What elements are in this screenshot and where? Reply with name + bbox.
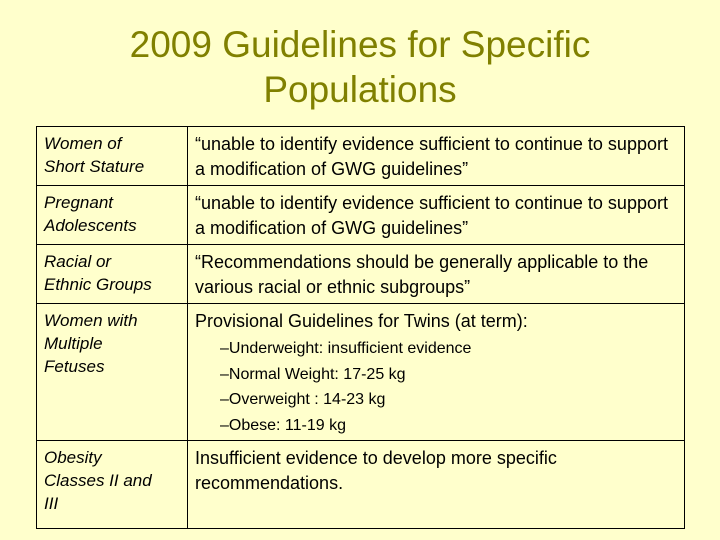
population-cell	[37, 441, 188, 529]
list-item: –Overweight : 14-23 kg	[220, 391, 386, 408]
table-row-racial-ethnic	[37, 245, 685, 304]
population-label-line: Adolescents	[44, 216, 137, 235]
population-label-line: Pregnant	[44, 193, 113, 212]
population-label-line: Women with	[44, 311, 138, 330]
table-row-obesity-classes	[37, 441, 685, 529]
table-row-multiple-fetuses	[37, 304, 685, 441]
recommendation-cell: “unable to identify evidence sufficient to continue to support a modification of GWG guidelines”	[188, 186, 685, 245]
population-cell	[37, 304, 188, 441]
population-label-line: Classes II and	[44, 471, 152, 490]
population-label-line: III	[44, 494, 59, 513]
table-row-adolescents	[37, 186, 685, 245]
twins-weight-list	[220, 336, 678, 438]
twins-guideline-heading: Provisional Guidelines for Twins (at term):	[195, 311, 528, 331]
slide-title-line-2: Populations	[263, 69, 457, 110]
slide-title-line-1: 2009 Guidelines for Specific	[129, 24, 591, 65]
population-label-line: Multiple	[44, 334, 103, 353]
population-label-line: Short Stature	[44, 157, 145, 176]
table-row-short-stature	[37, 127, 685, 186]
recommendation-cell	[188, 304, 685, 441]
population-cell	[37, 127, 188, 186]
population-label-line: Ethnic Groups	[44, 275, 152, 294]
list-item: –Normal Weight: 17-25 kg	[220, 365, 406, 383]
population-label-line: Racial or	[44, 252, 112, 271]
population-label-line: Fetuses	[44, 357, 105, 376]
population-cell	[37, 186, 188, 245]
guidelines-table	[36, 126, 685, 529]
recommendation-cell: “unable to identify evidence sufficient to continue to support a modification of GWG guidelines”	[188, 127, 685, 186]
list-item: –Obese: 11-19 kg	[220, 416, 347, 434]
population-cell	[37, 245, 188, 304]
slide-title	[0, 22, 720, 112]
recommendation-cell: “Recommendations should be generally applicable to the various racial or ethnic subgroups”	[188, 245, 685, 304]
recommendation-cell: Insufficient evidence to develop more specific recommendations.	[188, 441, 685, 529]
population-label-line: Obesity	[44, 448, 102, 467]
population-label-line: Women of	[44, 134, 122, 153]
list-item: –Underweight: insufficient evidence	[220, 340, 472, 357]
